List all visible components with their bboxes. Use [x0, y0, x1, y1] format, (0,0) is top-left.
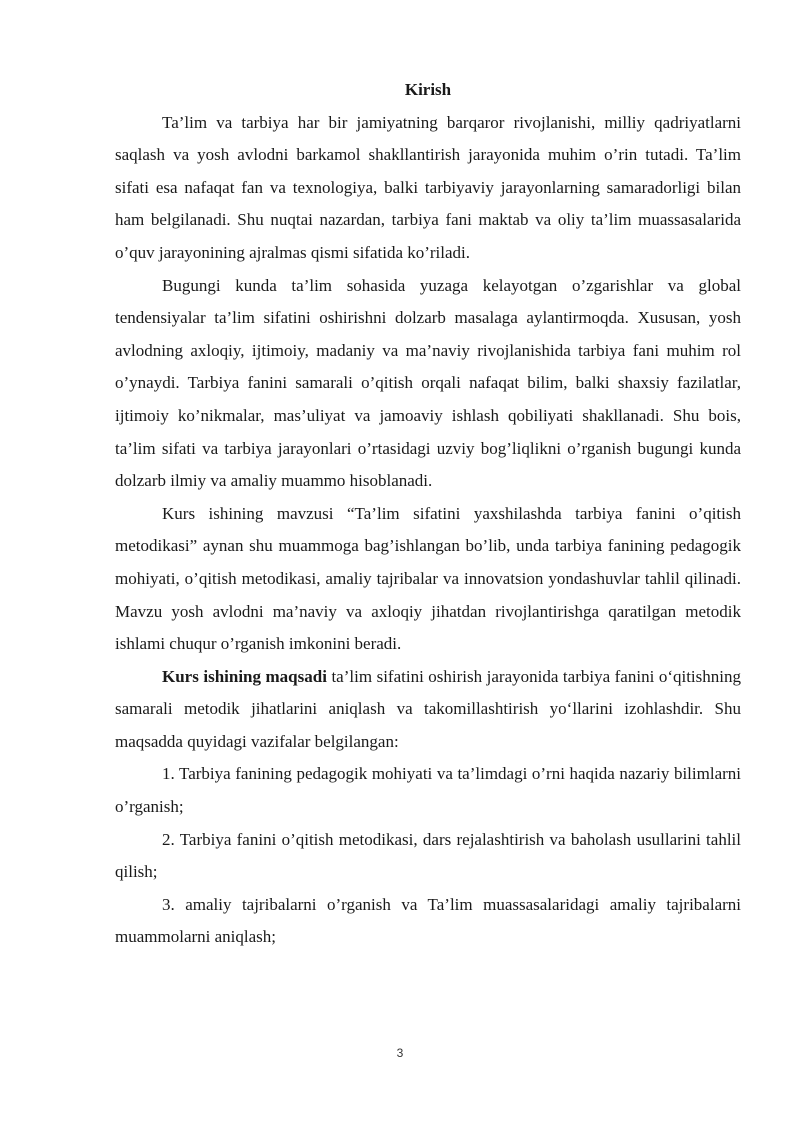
- paragraph-intro: Ta’lim va tarbiya har bir jamiyatning barqaror rivojlanishi, milliy qadriyatlarni saqlash va yosh avlodni barkamol shakllantirish jarayonida muhim o’rin tutadi. Ta’lim sifati esa nafaqat fan va texnologiya, balki tarbiyaviy jarayonlarning samaradorligi bilan ham belgilanadi. Shu nuqtai nazardan, tarbiya fani maktab va oliy ta’lim muassasalarida o’quv jarayonining ajralmas qismi sifatida ko’riladi.: [115, 112, 741, 262]
- paragraph-topic: Kurs ishining mavzusi “Ta’lim sifatini yaxshilashda tarbiya fanini o’qitish metodikasi” aynan shu muammoga bag’ishlangan bo’lib, unda tarbiya fanining pedagogik mohiyati, o’qitish metodikasi, amaliy tajribalar va innovatsion yondashuvlar tahlil qilinadi. Mavzu yosh avlodni ma’naviy va axloqiy jihatdan rivojlantirishga qaratilgan metodik ishlami chuqur o’rganish imkonini beradi.: [115, 503, 741, 654]
- task-item-1: 1. Tarbiya fanining pedagogik mohiyati va ta’limdagi o’rni haqida nazariy bilimlarni o’rganish;: [115, 764, 741, 817]
- paragraph-context: Bugungi kunda ta’lim sohasida yuzaga kelayotgan o’zgarishlar va global tendensiyalar ta’lim sifatini oshirishni dolzarb masalaga aylantirmoqda. Xususan, yosh avlodning axloqiy, ijtimoiy, madaniy va ma’naviy rivojlanishida tarbiya fani muhim rol o’ynaydi. Tarbiya fanini samarali o’qitish orqali nafaqat bilim, balki shaxsiy fazilatlar, ijtimoiy ko’nikmalar, mas’uliyat va jamoaviy ishlash qobiliyati shakllanadi. Shu bois, ta’lim sifati va tarbiya jarayonlari o’rtasidagi uzviy bog’liqlikni o’rganish bugungi kunda dolzarb ilmiy va amaliy muammo hisoblanadi.: [115, 275, 741, 491]
- goal-label: Kurs ishining maqsadi: [162, 666, 327, 686]
- task-item-3: 3. amaliy tajribalarni o’rganish va Ta’lim muassasalaridagi amaliy tajribalarni muammolarni aniqlash;: [115, 894, 741, 947]
- page-number: 3: [396, 1046, 404, 1060]
- task-item-2: 2. Tarbiya fanini o’qitish metodikasi, dars rejalashtirish va baholash usullarini tahlil qilish;: [115, 829, 741, 882]
- paragraph-goal: [115, 661, 741, 759]
- goal-text: ta’lim sifatini oshirish jarayonida tarbiya fanini o‘qitishning samarali metodik jihatlarini aniqlash va takomillashtirish yo‘llarini izohlashdir. Shu maqsadda quyidagi vazifalar belgilangan:: [115, 666, 741, 751]
- page-content: [115, 74, 741, 954]
- section-title: Kirish: [404, 80, 452, 99]
